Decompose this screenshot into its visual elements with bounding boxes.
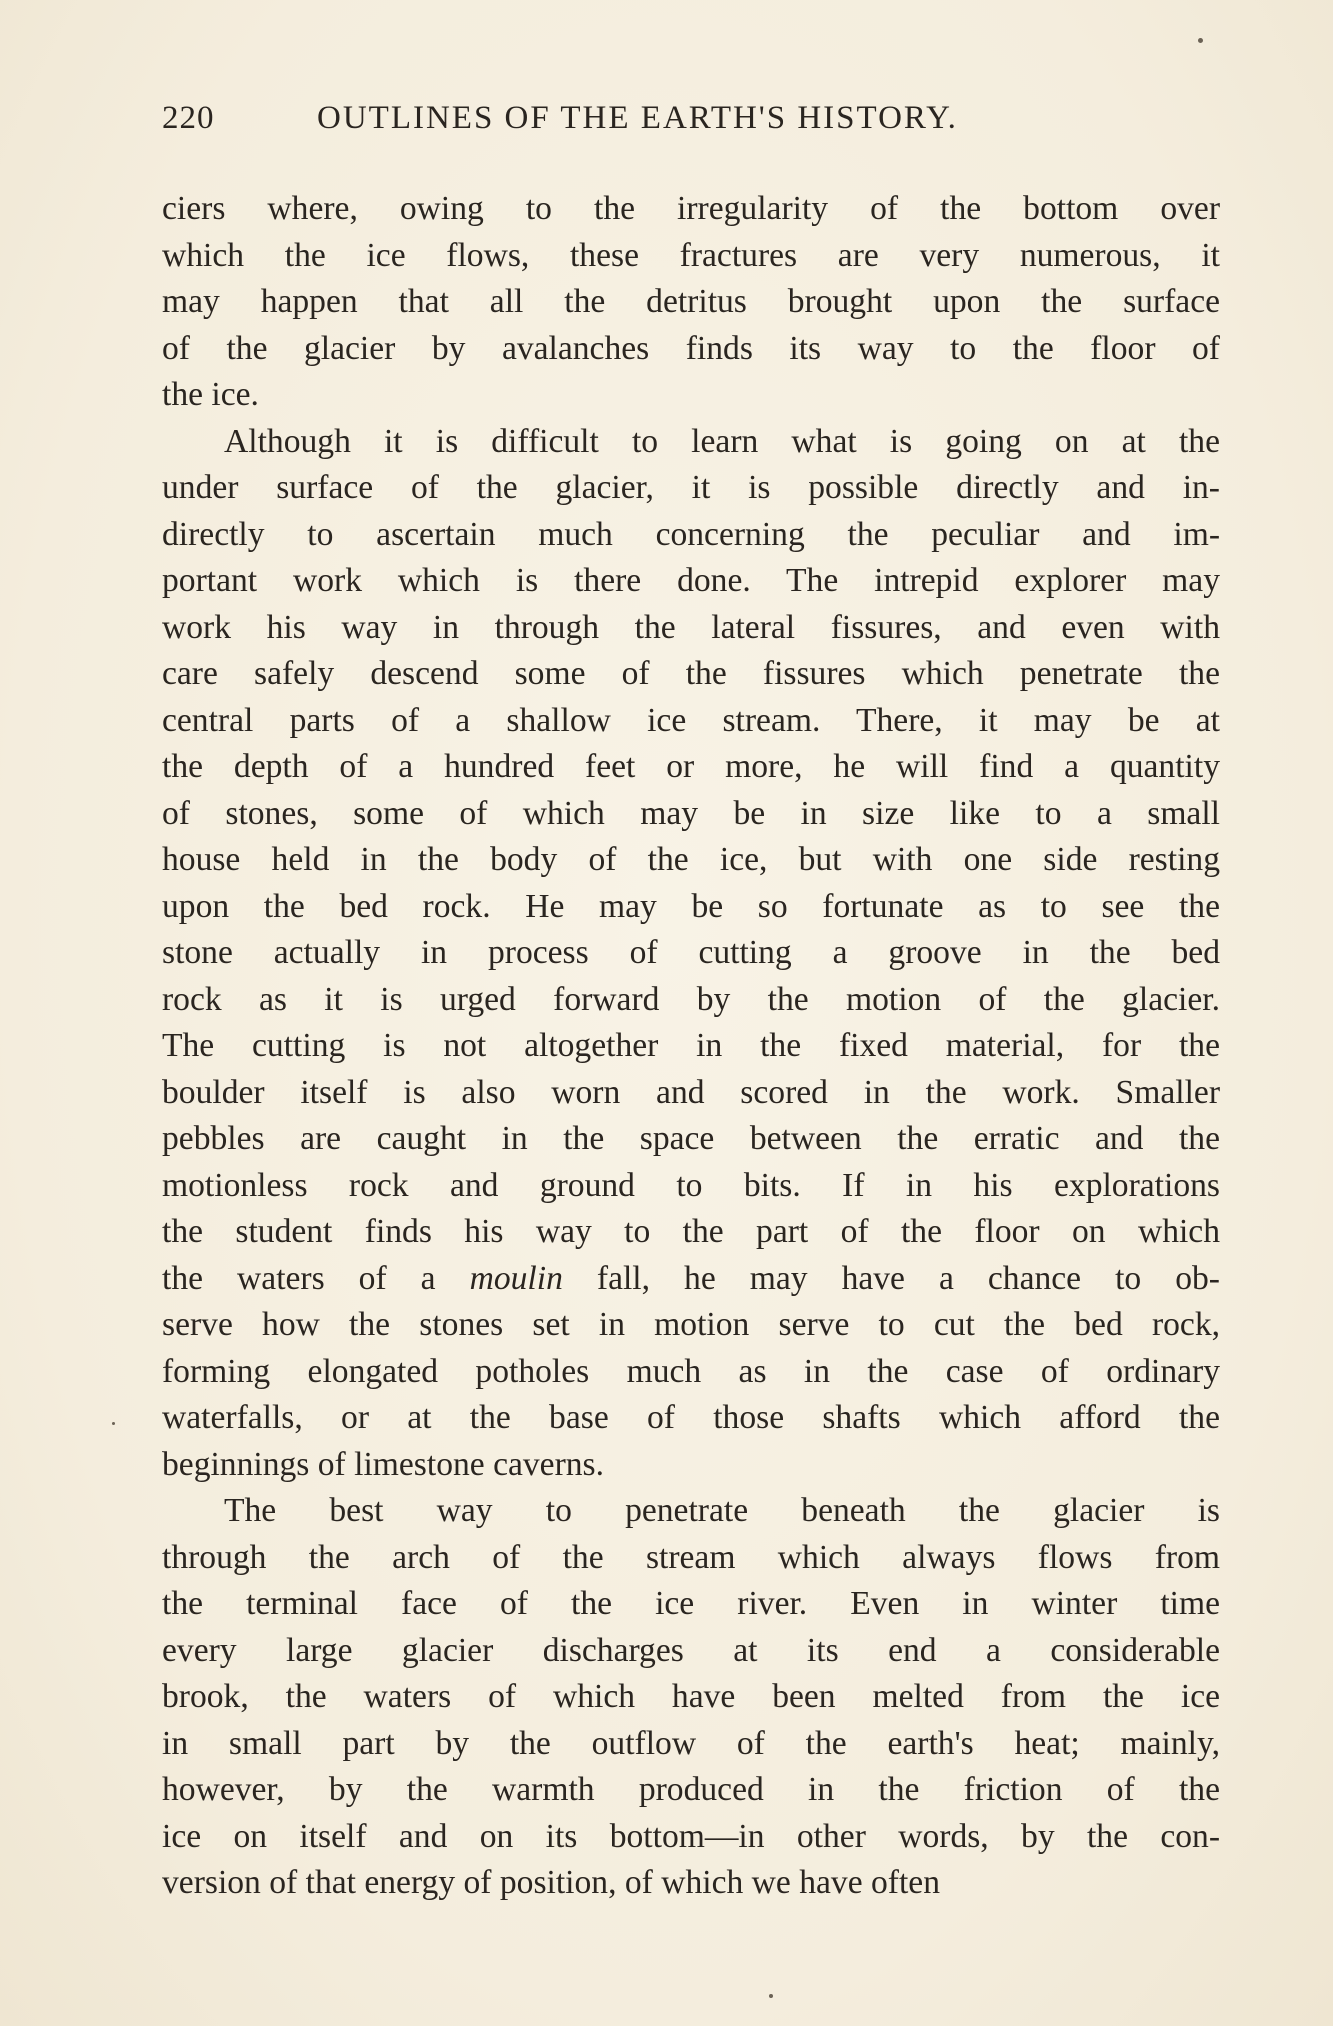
text-line: upon the bed rock. He may be so fortunate as to see the xyxy=(162,887,1220,925)
text-line: version of that energy of position, of which we have often xyxy=(162,1864,941,1901)
text-line: which the ice flows, these fractures are very numerous, it xyxy=(162,236,1220,274)
text-line: beginnings of limestone caverns. xyxy=(162,1445,605,1483)
text-line: portant work which is there done. The intrepid explorer may xyxy=(162,562,1220,599)
text-line: care safely descend some of the fissures which penetrate the xyxy=(162,655,1220,692)
text-line: Although it is difficult to learn what is going on at the xyxy=(224,422,1220,460)
text-line: boulder itself is also worn and scored in the work. Smaller xyxy=(162,1073,1220,1111)
text-line: pebbles are caught in the space between the erratic and the xyxy=(162,1120,1220,1157)
running-head: OUTLINES OF THE EARTH'S HISTORY. xyxy=(317,100,958,136)
text-line: the waters of a moulin fall, he may have a chance to ob- xyxy=(162,1259,1220,1297)
ink-speck xyxy=(112,1422,115,1425)
text-line: rock as it is urged forward by the motion of the glacier. xyxy=(162,980,1220,1018)
text-line: the student finds his way to the part of the floor on which xyxy=(162,1213,1220,1250)
text-line: work his way in through the lateral fissures, and even with xyxy=(162,608,1220,646)
body-text xyxy=(162,186,1220,1907)
text-line: however, by the warmth produced in the friction of the xyxy=(162,1771,1220,1808)
paragraph xyxy=(162,186,1220,419)
text-line: the ice. xyxy=(162,376,259,413)
text-line: ice on itself and on its bottom—in other words, by the con- xyxy=(162,1817,1220,1855)
paragraph xyxy=(162,419,1220,1489)
text-line: The cutting is not altogether in the fixed material, for the xyxy=(162,1027,1220,1064)
page-number: 220 xyxy=(162,100,215,136)
text-line: house held in the body of the ice, but with one side resting xyxy=(162,841,1220,878)
text-line: The best way to penetrate beneath the glacier is xyxy=(224,1492,1220,1529)
paragraph xyxy=(162,1488,1220,1907)
text-line: waterfalls, or at the base of those shafts which afford the xyxy=(162,1399,1220,1436)
text-line: may happen that all the detritus brought upon the surface xyxy=(162,283,1220,320)
text-line: ciers where, owing to the irregularity of the bottom over xyxy=(162,190,1220,227)
text-line: forming elongated potholes much as in the case of ordinary xyxy=(162,1352,1220,1390)
text-line: of stones, some of which may be in size like to a small xyxy=(162,794,1220,832)
text-line: brook, the waters of which have been melted from the ice xyxy=(162,1678,1220,1715)
text-line: the depth of a hundred feet or more, he will find a quantity xyxy=(162,748,1220,785)
text-line: of the glacier by avalanches finds its way to the floor of xyxy=(162,329,1220,367)
ink-speck xyxy=(769,1994,773,1998)
italic-term: moulin xyxy=(469,1259,563,1297)
text-line: every large glacier discharges at its end a considerable xyxy=(162,1631,1220,1669)
text-line: in small part by the outflow of the earth's heat; mainly, xyxy=(162,1724,1220,1762)
ink-speck xyxy=(1198,38,1203,43)
text-line: directly to ascertain much concerning the peculiar and im- xyxy=(162,515,1220,553)
text-line: stone actually in process of cutting a groove in the bed xyxy=(162,934,1220,971)
text-line: through the arch of the stream which always flows from xyxy=(162,1538,1220,1576)
text-line: the terminal face of the ice river. Even in winter time xyxy=(162,1585,1220,1622)
text-line: central parts of a shallow ice stream. There, it may be at xyxy=(162,701,1220,739)
text-line: under surface of the glacier, it is possible directly and in- xyxy=(162,469,1220,506)
text-line: motionless rock and ground to bits. If in his explorations xyxy=(162,1166,1220,1204)
text-line: serve how the stones set in motion serve to cut the bed rock, xyxy=(162,1306,1220,1343)
page-header xyxy=(162,100,1222,142)
